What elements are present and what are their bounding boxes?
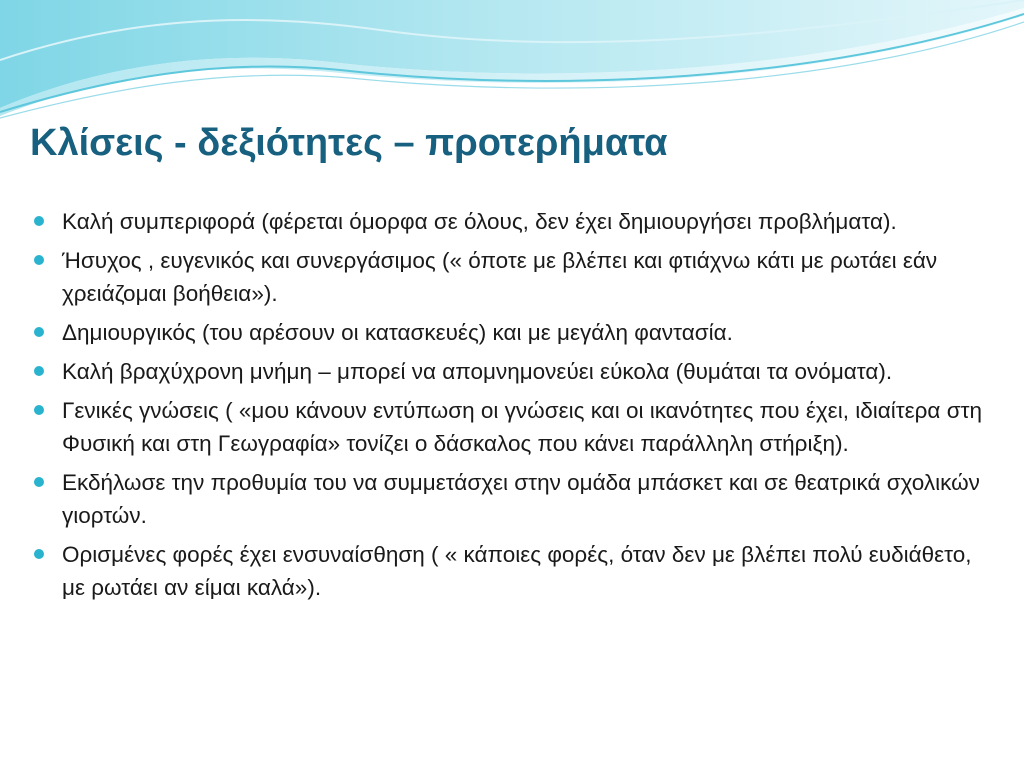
bullet-dot-icon (34, 255, 44, 265)
list-item (32, 244, 992, 310)
bullet-text: Εκδήλωσε την προθυμία του να συμμετάσχει στην ομάδα μπάσκετ και σε θεατρικά σχολικών γιορτών. (62, 470, 980, 528)
bullet-text: Ορισμένες φορές έχει ενσυναίσθηση ( « κάποιες φορές, όταν δεν με βλέπει πολύ ευδιάθετο, με ρωτάει αν είμαι καλά»). (62, 542, 972, 600)
list-item (32, 355, 992, 388)
bullet-text: Γενικές γνώσεις ( «μου κάνουν εντύπωση οι γνώσεις και οι ικανότητες που έχει, ιδιαίτερα στη Φυσική και στη Γεωγραφία» τονίζει ο δάσκαλος που κάνει παράλληλη στήριξη). (62, 398, 982, 456)
bullet-text: Καλή συμπεριφορά (φέρεται όμορφα σε όλους, δεν έχει δημιουργήσει προβλήματα). (62, 209, 897, 234)
bullet-dot-icon (34, 327, 44, 337)
list-item (32, 394, 992, 460)
bullet-text: Καλή βραχύχρονη μνήμη – μπορεί να απομνημονεύει εύκολα (θυμάται τα ονόματα). (62, 359, 893, 384)
bullet-dot-icon (34, 405, 44, 415)
list-item (32, 538, 992, 604)
bullet-dot-icon (34, 477, 44, 487)
bullet-dot-icon (34, 366, 44, 376)
bullet-text: Ήσυχος , ευγενικός και συνεργάσιμος (« όποτε με βλέπει και φτιάχνω κάτι με ρωτάει εάν χρειάζομαι βοήθεια»). (62, 248, 938, 306)
bullet-dot-icon (34, 549, 44, 559)
list-item (32, 466, 992, 532)
bullet-dot-icon (34, 216, 44, 226)
bullet-list (32, 205, 992, 610)
slide-title: Κλίσεις - δεξιότητες – προτερήματα (30, 122, 668, 164)
list-item (32, 316, 992, 349)
bullet-text: Δημιουργικός (του αρέσουν οι κατασκευές) και με μεγάλη φαντασία. (62, 320, 733, 345)
header-wave-decoration (0, 0, 1024, 120)
list-item (32, 205, 992, 238)
